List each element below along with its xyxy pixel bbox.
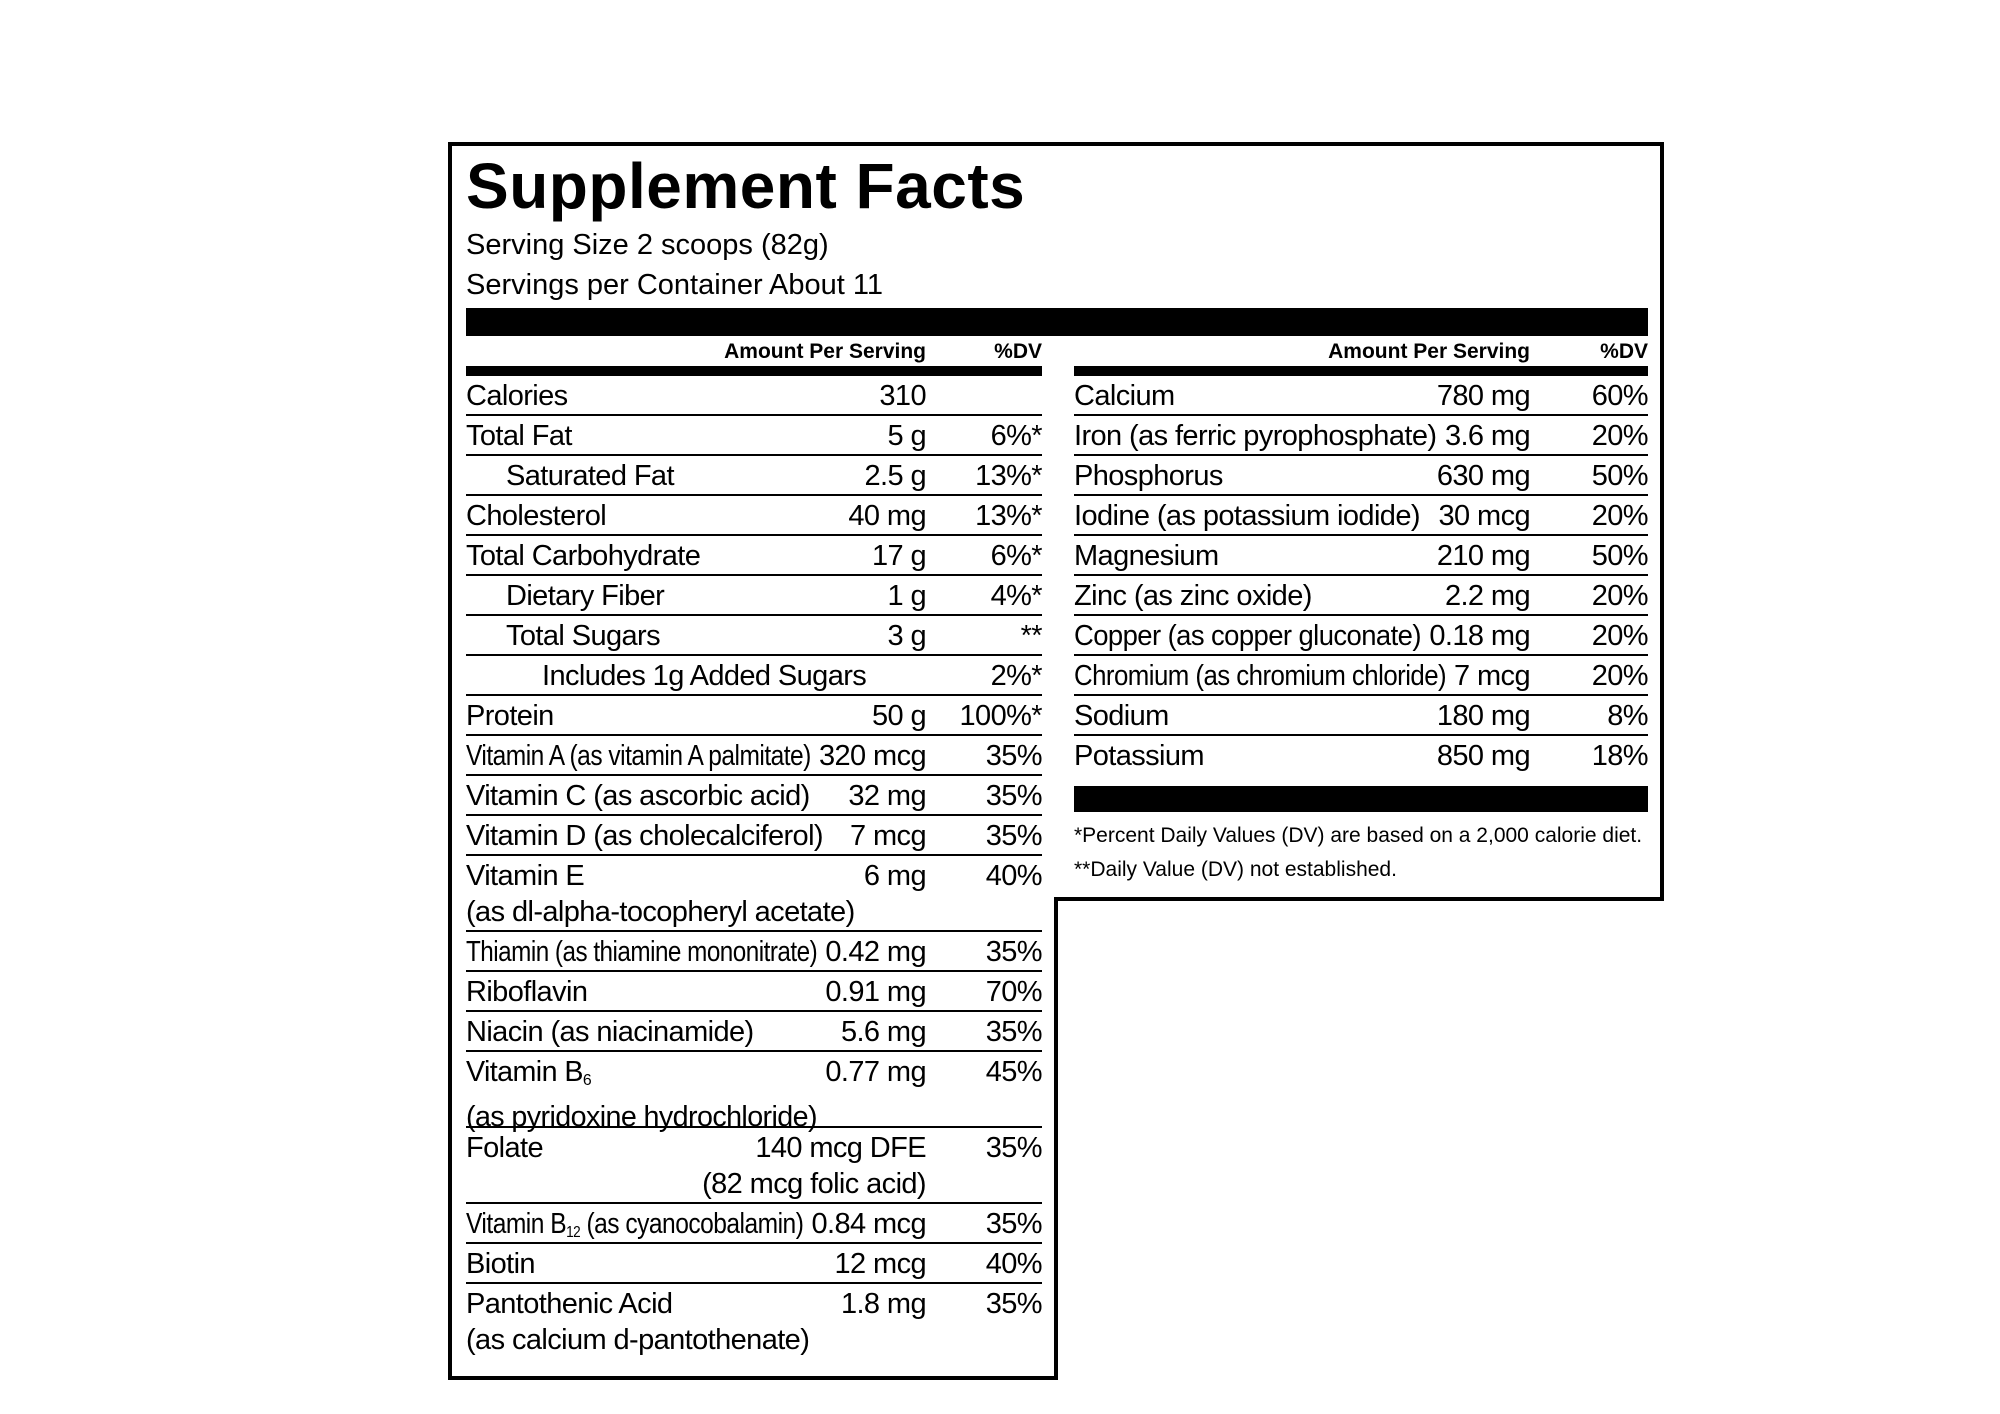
nutrient-name-text: Iron (as ferric pyrophosphate) [1074,420,1437,452]
nutrient-name [466,1054,817,1135]
nutrient-name-text: Vitamin B [466,1208,567,1240]
nutrient-name-subscript: 6 [582,1072,592,1089]
nutrient-daily-value: 35% [985,1016,1042,1048]
nutrient-amount-text: 630 mg [1436,460,1530,492]
nutrient-amount-text: 17 g [871,540,926,572]
nutrient-daily-value: 4%* [990,580,1042,612]
nutrient-name [466,458,674,494]
nutrient-name [466,418,572,454]
nutrient-name-text: Pantothenic Acid [466,1288,673,1320]
nutrient-amount-text: 30 mcg [1438,500,1530,532]
nutrient-amount [702,1130,926,1202]
nutrient-amount-text: 32 mg [848,780,926,812]
nutrient-amount-detail: (82 mcg folic acid) [702,1168,926,1200]
nutrient-name-text: Folate [466,1132,543,1164]
nutrient-name-text: Calcium [1074,380,1175,412]
nutrient-daily-value: 8% [1607,700,1648,732]
thick-divider-bottom [1074,786,1648,812]
nutrient-amount [887,418,926,454]
nutrient-row [1074,656,1648,696]
nutrient-row [466,1244,1042,1284]
nutrient-amount-text: 40 mg [848,500,926,532]
nutrient-name [1074,418,1436,454]
nutrient-name [1074,538,1219,574]
nutrient-amount-text: 7 mcg [1454,660,1530,692]
nutrient-name [466,818,823,854]
nutrient-amount-text: 5.6 mg [840,1016,926,1048]
nutrient-amount-text: 6 mg [863,860,926,892]
nutrient-daily-value: 35% [985,820,1042,852]
nutrient-name [1074,378,1175,414]
nutrient-daily-value: 100%* [959,700,1042,732]
nutrient-row [1074,376,1648,416]
nutrient-name-text: Sodium [1074,700,1169,732]
nutrient-row [466,816,1042,856]
nutrient-name-text: Saturated Fat [506,460,674,492]
nutrient-daily-value: 20% [1591,580,1648,612]
nutrient-amount-text: 2.2 mg [1444,580,1530,612]
nutrient-name [1074,698,1169,734]
nutrient-amount [872,698,926,734]
nutrient-name-text: Iodine (as potassium iodide) [1074,500,1420,532]
nutrient-row [466,656,1042,696]
nutrient-amount-text: 310 [879,380,926,412]
nutrient-daily-value: 13%* [975,460,1042,492]
nutrient-daily-value: 60% [1591,380,1648,412]
nutrient-row [466,496,1042,536]
nutrient-amount [841,1014,926,1050]
panel-title: Supplement Facts [466,150,1026,222]
nutrient-amount-text: 3.6 mg [1444,420,1530,452]
nutrient-name [466,1286,809,1358]
nutrient-daily-value: 2%* [990,660,1042,692]
nutrient-row [466,736,1042,776]
nutrient-column-right [1074,376,1648,774]
nutrient-row [466,1012,1042,1052]
nutrient-amount [1439,498,1531,534]
nutrient-amount-text: 0.77 mg [825,1056,926,1088]
nutrient-amount [825,974,926,1010]
nutrient-amount-text: 1.8 mg [840,1288,926,1320]
nutrient-amount [841,1286,926,1322]
nutrient-name-text: Magnesium [1074,540,1219,572]
nutrient-amount-text: 2.5 g [864,460,926,492]
nutrient-name [466,974,587,1010]
nutrient-name-text: Copper (as copper gluconate) [1074,620,1421,652]
nutrient-daily-value: 18% [1591,740,1648,772]
nutrient-amount [1445,578,1530,614]
nutrient-daily-value: 70% [985,976,1042,1008]
nutrient-column-left [466,376,1042,1358]
nutrient-row [1074,416,1648,456]
nutrient-amount-text: 50 g [871,700,926,732]
nutrient-amount [1454,658,1530,694]
nutrient-daily-value: 40% [985,1248,1042,1280]
nutrient-amount [864,858,926,894]
nutrient-name-text: Includes 1g Added Sugars [542,660,867,692]
nutrient-name-text: Vitamin C (as ascorbic acid) [466,780,810,812]
nutrient-name [466,1246,535,1282]
nutrient-name-text: Vitamin B [466,1056,583,1088]
nutrient-amount [850,818,926,854]
nutrient-amount [879,378,926,414]
nutrient-amount [819,738,926,774]
nutrient-row [1074,736,1648,774]
nutrient-amount-text: 7 mcg [850,820,926,852]
nutrient-name-text: Total Sugars [506,620,660,652]
nutrient-name-text: Vitamin A (as vitamin A palmitate) [466,740,811,772]
nutrient-name-text: Phosphorus [1074,460,1223,492]
nutrient-daily-value: 35% [985,1132,1042,1164]
nutrient-name [1074,658,1446,694]
nutrient-name [466,738,811,774]
nutrient-name-text: Chromium (as chromium chloride) [1074,660,1447,692]
nutrient-row [1074,456,1648,496]
nutrient-amount-text: 850 mg [1436,740,1530,772]
nutrient-name-text: Zinc (as zinc oxide) [1074,580,1312,612]
nutrient-name [466,698,554,734]
nutrient-amount-text: 180 mg [1436,700,1530,732]
header-left [466,338,1042,366]
nutrient-daily-value: 6%* [990,540,1042,572]
nutrient-name [466,378,568,414]
nutrient-row [466,536,1042,576]
nutrient-name-text: Vitamin E [466,860,585,892]
nutrient-daily-value: 35% [985,1208,1042,1240]
nutrient-amount [825,1054,926,1090]
header-dv-left: %DV [994,340,1042,363]
nutrient-name-text: Thiamin (as thiamine mononitrate) [466,936,818,968]
nutrient-daily-value: 50% [1591,460,1648,492]
nutrient-amount-text: 0.91 mg [825,976,926,1008]
nutrient-row [1074,696,1648,736]
nutrient-name-text: Calories [466,380,568,412]
nutrient-amount-text: 3 g [887,620,926,652]
nutrient-name-text: Total Fat [466,420,572,452]
nutrient-name [466,1130,543,1166]
nutrient-name [466,934,817,970]
nutrient-name-source: (as calcium d-pantothenate) [466,1324,810,1356]
nutrient-name-text: Cholesterol [466,500,607,532]
nutrient-daily-value: 40% [985,860,1042,892]
nutrient-name [1074,738,1204,774]
nutrient-amount-text: 210 mg [1436,540,1530,572]
nutrient-name-subscript: 12 [566,1224,581,1241]
nutrient-row [1074,536,1648,576]
nutrient-daily-value: 6%* [990,420,1042,452]
nutrient-daily-value: ** [1020,620,1042,652]
nutrient-row [466,856,1042,932]
nutrient-row [466,376,1042,416]
nutrient-amount [825,934,926,970]
nutrient-daily-value: 20% [1591,660,1648,692]
nutrient-name-text: Potassium [1074,740,1204,772]
nutrient-name [466,858,855,930]
nutrient-daily-value: 50% [1591,540,1648,572]
nutrient-name [466,618,660,654]
nutrient-name-text: Biotin [466,1248,535,1280]
nutrient-amount [872,538,926,574]
nutrient-name [466,658,866,694]
footnote-dv-basis: *Percent Daily Values (DV) are based on a 2,000 calorie diet. [1074,824,1643,847]
nutrient-daily-value: 20% [1591,620,1648,652]
nutrient-row [466,1052,1042,1133]
nutrient-amount-text: 780 mg [1436,380,1530,412]
nutrient-row [466,416,1042,456]
nutrient-name [1074,618,1421,654]
nutrient-row [1074,576,1648,616]
nutrient-amount [1437,538,1530,574]
nutrient-name [466,578,664,614]
servings-per-container: Servings per Container About 11 [466,269,884,301]
nutrient-amount [865,458,927,494]
nutrient-name [466,778,810,814]
header-rule-left [466,366,1042,376]
nutrient-name-source: (as pyridoxine hydrochloride) [466,1101,817,1133]
nutrient-amount-text: 0.84 mcg [811,1208,926,1240]
header-amount-left: Amount Per Serving [724,340,926,363]
thick-divider-top [466,308,1648,336]
header-right [1074,338,1648,366]
nutrient-amount-text: 1 g [887,580,926,612]
nutrient-amount [812,1206,927,1242]
nutrient-name [466,1014,754,1050]
nutrient-row [1074,616,1648,656]
nutrient-row [466,456,1042,496]
nutrient-daily-value: 20% [1591,420,1648,452]
nutrient-name-source: (as cyanocobalamin) [580,1208,804,1240]
nutrient-amount-text: 5 g [887,420,926,452]
header-amount-right: Amount Per Serving [1328,340,1530,363]
nutrient-daily-value: 35% [985,740,1042,772]
nutrient-amount [1437,378,1530,414]
nutrient-name [1074,578,1312,614]
nutrient-amount [1437,738,1530,774]
nutrient-row [466,776,1042,816]
header-dv-right: %DV [1600,340,1648,363]
nutrient-amount-text: 12 mcg [834,1248,926,1280]
nutrient-name-text: Total Carbohydrate [466,540,701,572]
nutrient-row [466,1284,1042,1358]
nutrient-daily-value: 35% [985,936,1042,968]
nutrient-name-text: Dietary Fiber [506,580,665,612]
nutrient-row [466,696,1042,736]
nutrient-name-source: (as dl-alpha-tocopheryl acetate) [466,896,855,928]
nutrient-amount-text: 0.42 mg [825,936,926,968]
nutrient-amount [887,578,926,614]
nutrient-row [466,1128,1042,1204]
nutrient-amount [848,778,926,814]
nutrient-daily-value: 13%* [975,500,1042,532]
nutrient-row [466,1204,1042,1244]
nutrient-row [466,932,1042,972]
nutrient-amount-text: 320 mcg [818,740,926,772]
nutrient-row [466,616,1042,656]
nutrient-name [1074,498,1420,534]
nutrient-row [1074,496,1648,536]
nutrient-amount [887,618,926,654]
serving-size: Serving Size 2 scoops (82g) [466,229,829,261]
nutrient-amount [1437,458,1530,494]
nutrient-amount-text: 140 mcg DFE [755,1132,926,1164]
nutrient-name-text: Riboflavin [466,976,588,1008]
nutrient-amount [835,1246,927,1282]
nutrient-name-text: Protein [466,700,554,732]
nutrient-name [466,498,606,534]
footnote-dv-not-established: **Daily Value (DV) not established. [1074,858,1397,881]
header-rule-right [1074,366,1648,376]
nutrient-row [466,576,1042,616]
nutrient-daily-value: 35% [985,1288,1042,1320]
nutrient-amount-text: 0.18 mg [1429,620,1530,652]
nutrient-daily-value: 35% [985,780,1042,812]
nutrient-name [1074,458,1223,494]
nutrient-row [466,972,1042,1012]
nutrient-name [466,538,700,574]
nutrient-amount [1437,698,1530,734]
nutrient-name-text: Vitamin D (as cholecalciferol) [466,820,823,852]
nutrient-amount [1429,618,1530,654]
nutrient-amount [848,498,926,534]
nutrient-name-text: Niacin (as niacinamide) [466,1016,754,1048]
nutrient-amount [1445,418,1530,454]
nutrient-daily-value: 20% [1591,500,1648,532]
nutrient-daily-value: 45% [985,1056,1042,1088]
